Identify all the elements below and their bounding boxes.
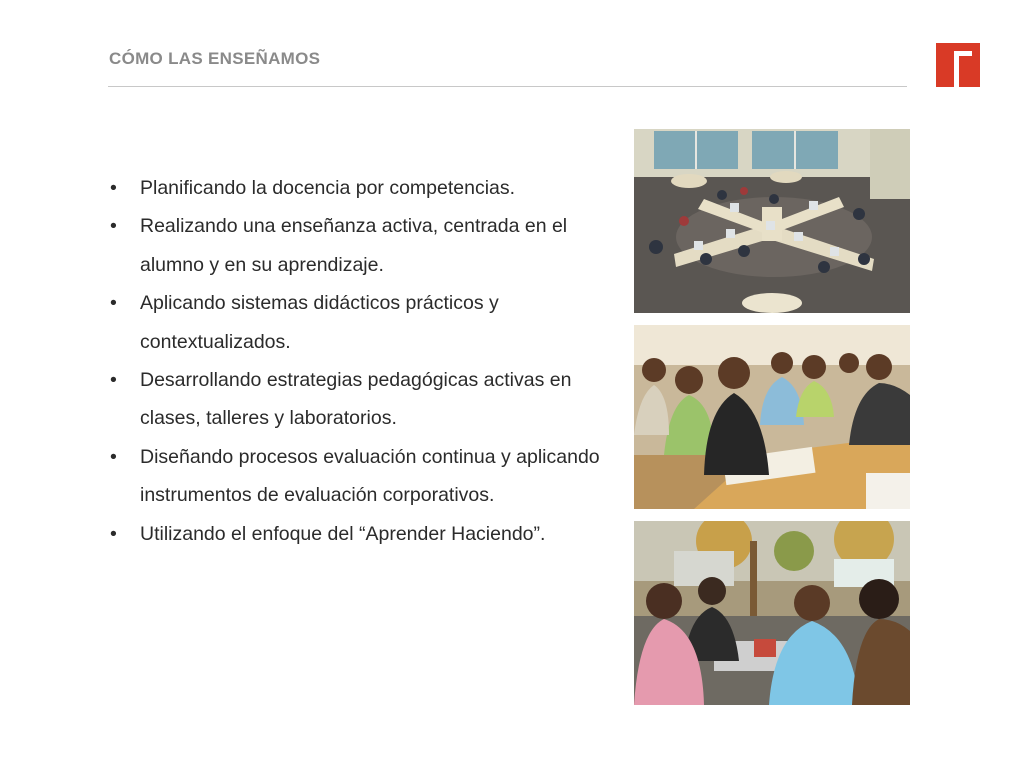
bullet-marker: •: [110, 177, 117, 199]
list-item-text: Aplicando sistemas didácticos prácticos y contextualizados.: [140, 292, 499, 353]
list-item-text: Planificando la docencia por competencias.: [140, 177, 516, 199]
list-item: [110, 284, 610, 361]
computer-lab-photo: [634, 129, 910, 313]
outdoor-study-group-photo: [634, 521, 910, 705]
bullet-marker: •: [110, 369, 117, 392]
list-item-text: Realizando una enseñanza activa, centrada en el alumno y en su aprendizaje.: [140, 215, 568, 276]
classroom-students-photo: [634, 325, 910, 509]
bullet-marker: •: [110, 445, 117, 468]
list-item: [110, 515, 610, 553]
header-divider: [108, 86, 907, 87]
list-item-text: Diseñando procesos evaluación continua y aplicando instrumentos de evaluación corporativos.: [140, 445, 600, 507]
bullet-marker: •: [110, 522, 117, 545]
list-item: [110, 169, 610, 207]
list-item: [110, 438, 610, 515]
list-item: [110, 207, 610, 284]
brand-logo-icon: [936, 43, 980, 87]
page-title: CÓMO LAS ENSEÑAMOS: [109, 49, 321, 68]
bullet-marker: •: [110, 215, 117, 238]
bullet-marker: •: [110, 292, 117, 315]
list-item-text: Utilizando el enfoque del “Aprender Haciendo”.: [140, 522, 546, 545]
bullet-list: [110, 169, 610, 553]
list-item-text: Desarrollando estrategias pedagógicas activas en clases, talleres y laboratorios.: [140, 369, 572, 430]
list-item: [110, 361, 610, 438]
